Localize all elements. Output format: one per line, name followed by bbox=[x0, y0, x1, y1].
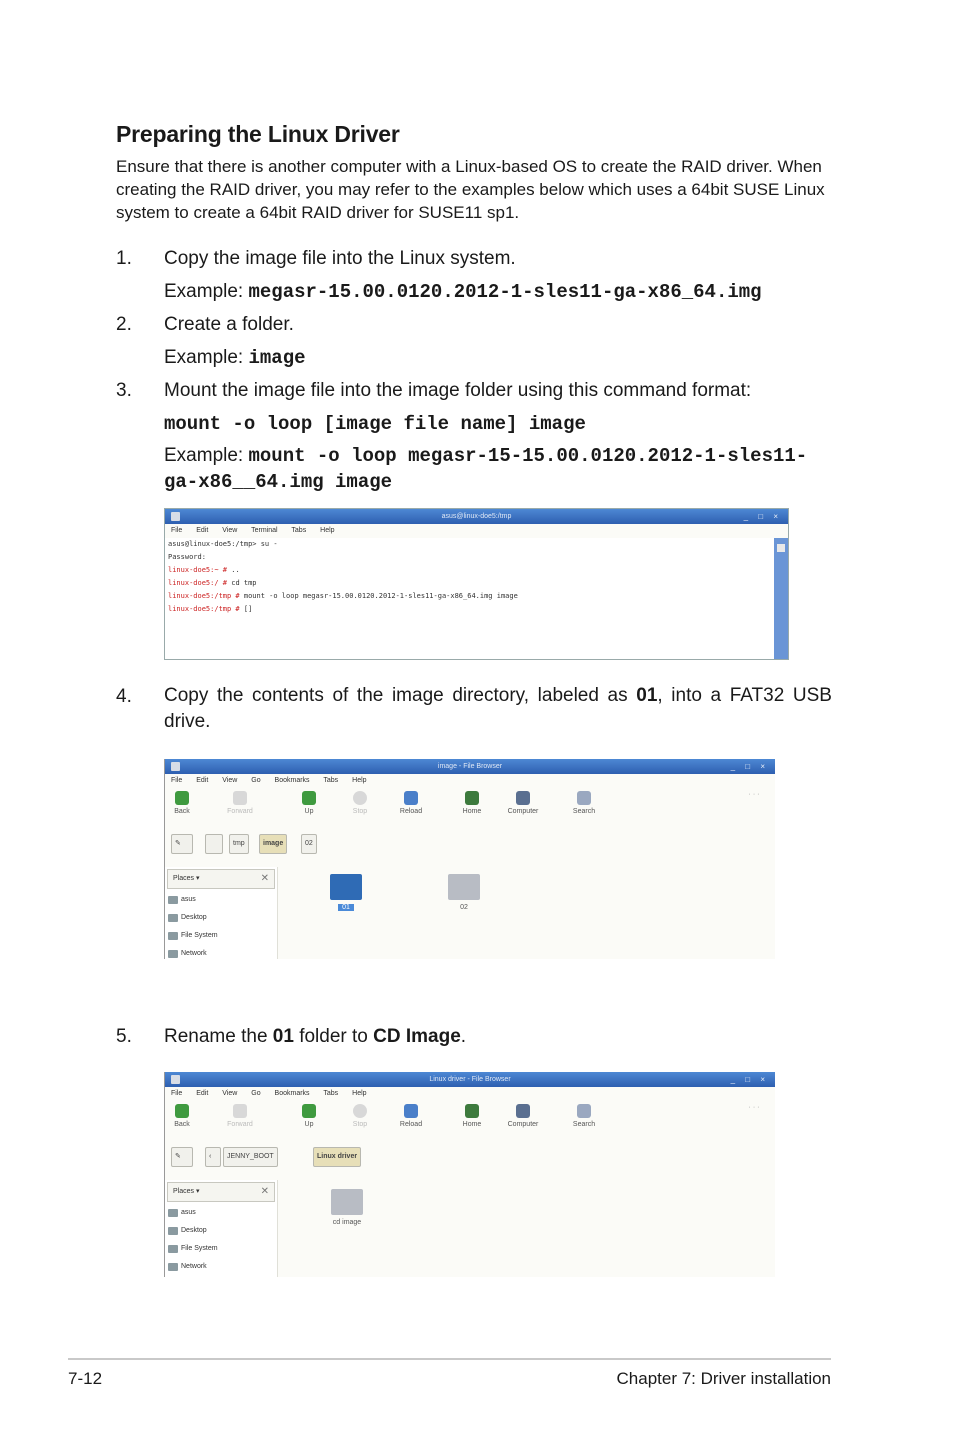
browser1-toolbar bbox=[165, 788, 775, 828]
reload-button[interactable]: Reload bbox=[394, 791, 428, 815]
browser1-title: image - File Browser bbox=[437, 763, 503, 770]
step-2-example bbox=[164, 347, 306, 369]
terminal-screenshot bbox=[164, 508, 789, 660]
terminal-line: linux-doe5:~ # .. bbox=[168, 566, 240, 574]
step-3-number: 3. bbox=[116, 380, 132, 401]
stop-button[interactable]: Stop bbox=[343, 1104, 377, 1128]
footer-rule bbox=[68, 1358, 831, 1360]
browser2-location-bar bbox=[165, 1141, 775, 1169]
example-code: image bbox=[248, 347, 306, 369]
step-5-number: 5. bbox=[116, 1026, 132, 1047]
reload-icon bbox=[404, 1104, 418, 1118]
place-file-system[interactable]: File System bbox=[165, 927, 277, 945]
menu-bookmarks[interactable]: Bookmarks bbox=[274, 1090, 310, 1097]
terminal-menubar bbox=[165, 524, 788, 538]
menu-terminal[interactable]: Terminal bbox=[251, 527, 278, 534]
menu-help[interactable]: Help bbox=[352, 1090, 367, 1097]
menu-help[interactable]: Help bbox=[352, 777, 367, 784]
menu-view[interactable]: View bbox=[222, 777, 238, 784]
browser1-titlebar bbox=[165, 759, 775, 774]
menu-go[interactable]: Go bbox=[251, 1090, 261, 1097]
menu-view[interactable]: View bbox=[222, 527, 238, 534]
terminal-output[interactable] bbox=[165, 538, 774, 659]
menu-go[interactable]: Go bbox=[251, 777, 261, 784]
example-label: Example: bbox=[164, 281, 249, 302]
place-network[interactable]: Network bbox=[165, 945, 277, 959]
section-heading: Preparing the Linux Driver bbox=[116, 121, 400, 147]
back-button[interactable]: Back bbox=[165, 791, 199, 815]
crumb-jenny-boot[interactable]: JENNY_BOOT bbox=[223, 1147, 278, 1167]
edit-location-icon[interactable]: ✎ bbox=[171, 834, 193, 854]
search-icon bbox=[577, 791, 591, 805]
search-button[interactable]: Search bbox=[567, 791, 601, 815]
home-icon bbox=[465, 791, 479, 805]
place-asus[interactable]: asus bbox=[165, 1204, 277, 1222]
file-browser-linux-driver-screenshot bbox=[164, 1072, 775, 1277]
computer-icon bbox=[516, 1104, 530, 1118]
computer-button[interactable]: Computer bbox=[506, 1104, 540, 1128]
menu-tabs[interactable]: Tabs bbox=[323, 777, 339, 784]
browser2-menubar bbox=[165, 1087, 775, 1101]
close-icon[interactable]: ✕ bbox=[260, 1186, 269, 1197]
up-arrow-icon bbox=[302, 1104, 316, 1118]
example-code-line-1: mount -o loop megasr-15-15.00.0120.2012-1-sles11- bbox=[248, 445, 808, 467]
forward-arrow-icon bbox=[233, 791, 247, 805]
spinner-icon: · · · bbox=[748, 791, 760, 798]
intro-paragraph: Ensure that there is another computer with a Linux-based OS to create the RAID driver. When creating the RAID driver, you may refer to the examples below which uses a 64bit SUSE Linux system to create a 64bit RAID driver for SUSE11 sp1. bbox=[116, 157, 825, 222]
step-5-text: Rename the 01 folder to CD Image. bbox=[164, 1026, 467, 1047]
terminal-icon bbox=[171, 512, 180, 521]
places-header[interactable]: Places ▾ ✕ bbox=[167, 1182, 275, 1202]
command-format: mount -o loop [image file name] image bbox=[164, 413, 586, 435]
place-network[interactable]: Network bbox=[165, 1258, 277, 1276]
menu-file[interactable]: File bbox=[171, 777, 183, 784]
terminal-title: asus@linux-doe5:/tmp bbox=[441, 513, 512, 520]
home-button[interactable]: Home bbox=[455, 1104, 489, 1128]
nav-left-button[interactable]: ‹ bbox=[205, 1147, 221, 1167]
browser2-title: Linux driver - File Browser bbox=[429, 1076, 511, 1083]
window-controls: _ □ × bbox=[730, 762, 769, 771]
browser1-menubar bbox=[165, 774, 775, 788]
menu-edit[interactable]: Edit bbox=[196, 777, 209, 784]
example-label: Example: bbox=[164, 445, 249, 466]
step-2-text: Create a folder. bbox=[164, 314, 294, 335]
step-2-number: 2. bbox=[116, 314, 132, 335]
step-1-example bbox=[164, 281, 762, 303]
place-file-system[interactable]: File System bbox=[165, 1240, 277, 1258]
chapter-title: Chapter 7: Driver installation bbox=[616, 1369, 831, 1388]
folder-cd-image[interactable]: cd image bbox=[325, 1189, 369, 1226]
stop-icon bbox=[353, 791, 367, 805]
nav-left-button[interactable] bbox=[205, 834, 223, 854]
places-sidebar bbox=[165, 1180, 278, 1277]
search-button[interactable]: Search bbox=[567, 1104, 601, 1128]
browser2-toolbar bbox=[165, 1101, 775, 1141]
place-desktop[interactable]: Desktop bbox=[165, 909, 277, 927]
menu-file[interactable]: File bbox=[171, 1090, 183, 1097]
scroll-thumb[interactable] bbox=[777, 544, 785, 552]
step-1-text: Copy the image file into the Linux system. bbox=[164, 248, 516, 269]
forward-button[interactable]: Forward bbox=[223, 1104, 257, 1128]
places-header[interactable]: Places ▾ ✕ bbox=[167, 869, 275, 889]
terminal-line: linux-doe5:/tmp # mount -o loop megasr-15.00.0120.2012-1-sles11-ga-x86_64.img image bbox=[168, 592, 518, 600]
terminal-line: linux-doe5:/ # cd tmp bbox=[168, 579, 257, 587]
step-3-example bbox=[164, 445, 807, 467]
up-arrow-icon bbox=[302, 791, 316, 805]
crumb-linux-driver[interactable]: Linux driver bbox=[313, 1147, 361, 1167]
back-arrow-icon bbox=[175, 791, 189, 805]
back-arrow-icon bbox=[175, 1104, 189, 1118]
stop-button[interactable]: Stop bbox=[343, 791, 377, 815]
step-1-number: 1. bbox=[116, 248, 132, 269]
reload-icon bbox=[404, 791, 418, 805]
folder-icon bbox=[331, 1189, 363, 1215]
computer-icon bbox=[516, 791, 530, 805]
window-controls: _ □ × bbox=[743, 512, 782, 521]
stop-icon bbox=[353, 1104, 367, 1118]
terminal-titlebar bbox=[165, 509, 788, 524]
menu-edit[interactable]: Edit bbox=[196, 527, 209, 534]
menu-tabs[interactable]: Tabs bbox=[323, 1090, 339, 1097]
terminal-scrollbar[interactable] bbox=[774, 538, 788, 659]
forward-arrow-icon bbox=[233, 1104, 247, 1118]
folder-icon bbox=[330, 874, 362, 900]
browser2-titlebar bbox=[165, 1072, 775, 1087]
home-button[interactable]: Home bbox=[455, 791, 489, 815]
spinner-icon: · · · bbox=[748, 1104, 760, 1111]
folder-icon bbox=[171, 762, 180, 771]
menu-view[interactable]: View bbox=[222, 1090, 238, 1097]
example-label: Example: bbox=[164, 347, 249, 368]
up-button[interactable]: Up bbox=[292, 791, 326, 815]
menu-file[interactable]: File bbox=[171, 527, 183, 534]
terminal-line: linux-doe5:/tmp # [] bbox=[168, 605, 253, 613]
folder-icon bbox=[448, 874, 480, 900]
menu-help[interactable]: Help bbox=[320, 527, 335, 534]
crumb-02[interactable]: 02 bbox=[301, 834, 317, 854]
file-browser-image-screenshot bbox=[164, 759, 775, 959]
home-icon bbox=[465, 1104, 479, 1118]
close-icon[interactable]: ✕ bbox=[260, 873, 269, 884]
step-4-text: Copy the contents of the image directory, labeled as 01, into a FAT32 USB drive. bbox=[164, 685, 832, 732]
edit-location-icon[interactable]: ✎ bbox=[171, 1147, 193, 1167]
window-controls: _ □ × bbox=[730, 1075, 769, 1084]
step-4-number: 4. bbox=[116, 686, 132, 707]
page-number: 7-12 bbox=[68, 1369, 103, 1388]
place-desktop[interactable]: Desktop bbox=[165, 1222, 277, 1240]
computer-button[interactable]: Computer bbox=[506, 791, 540, 815]
crumb-tmp[interactable]: tmp bbox=[229, 834, 249, 854]
folder-01[interactable]: 01 bbox=[329, 874, 363, 911]
folder-02[interactable]: 02 bbox=[447, 874, 481, 911]
menu-bookmarks[interactable]: Bookmarks bbox=[274, 777, 310, 784]
forward-button[interactable]: Forward bbox=[223, 791, 257, 815]
places-sidebar bbox=[165, 867, 278, 959]
reload-button[interactable]: Reload bbox=[394, 1104, 428, 1128]
terminal-line: Password: bbox=[168, 553, 206, 561]
menu-tabs[interactable]: Tabs bbox=[291, 527, 307, 534]
menu-edit[interactable]: Edit bbox=[196, 1090, 209, 1097]
example-code: megasr-15.00.0120.2012-1-sles11-ga-x86_64.img bbox=[248, 281, 762, 303]
browser1-location-bar bbox=[165, 828, 775, 856]
terminal-line: asus@linux-doe5:/tmp> su - bbox=[168, 540, 278, 548]
step-3-text: Mount the image file into the image folder using this command format: bbox=[164, 380, 752, 401]
up-button[interactable]: Up bbox=[292, 1104, 326, 1128]
place-asus[interactable]: asus bbox=[165, 891, 277, 909]
crumb-image[interactable]: image bbox=[259, 834, 287, 854]
example-code-line-2: ga-x86__64.img image bbox=[164, 471, 393, 493]
search-icon bbox=[577, 1104, 591, 1118]
back-button[interactable]: Back bbox=[165, 1104, 199, 1128]
folder-icon bbox=[171, 1075, 180, 1084]
